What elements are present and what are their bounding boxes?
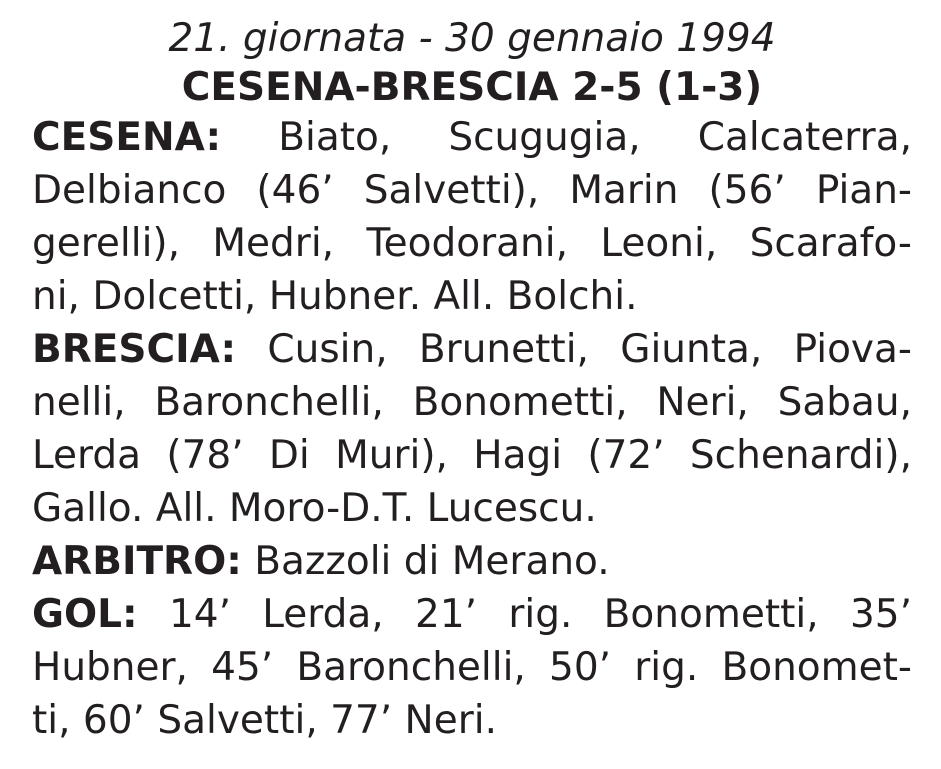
referee-line bbox=[32, 535, 912, 588]
brescia-label: BRESCIA: bbox=[32, 327, 237, 372]
cesena-lineup bbox=[32, 111, 912, 323]
cesena-line-4: ni, Dolcetti, Hubner. All. Bolchi. bbox=[32, 274, 638, 319]
goals-line-2: Hubner, 45’ Baronchelli, 50’ rig. Bonomet- bbox=[32, 645, 912, 690]
round-date-heading: 21. giornata - 30 gennaio 1994 bbox=[168, 16, 776, 61]
brescia-line-4: Gallo. All. Moro-D.T. Lucescu. bbox=[32, 486, 597, 531]
cesena-text-1: Biato, Scugugia, Calcaterra, bbox=[278, 115, 912, 160]
cesena-line-1 bbox=[32, 111, 912, 164]
goals-line-3: ti, 60’ Salvetti, 77’ Neri. bbox=[32, 698, 497, 743]
match-report bbox=[32, 14, 912, 747]
cesena-line-3: gerelli), Medri, Teodorani, Leoni, Scarafo- bbox=[32, 221, 912, 266]
goals-section bbox=[32, 588, 912, 747]
referee-label: ARBITRO: bbox=[32, 539, 242, 584]
referee-text: Bazzoli di Merano. bbox=[254, 539, 610, 584]
cesena-line-2: Delbianco (46’ Salvetti), Marin (56’ Pian- bbox=[32, 168, 912, 213]
goals-label: GOL: bbox=[32, 592, 138, 637]
match-result-heading: CESENA-BRESCIA 2-5 (1-3) bbox=[181, 65, 763, 110]
brescia-text-1: Cusin, Brunetti, Giunta, Piova- bbox=[267, 327, 912, 372]
referee-section bbox=[32, 535, 912, 588]
goals-text-1: 14’ Lerda, 21’ rig. Bonometti, 35’ bbox=[168, 592, 912, 637]
brescia-line-3: Lerda (78’ Di Muri), Hagi (72’ Schenardi), bbox=[32, 433, 912, 478]
goals-line-1 bbox=[32, 588, 912, 641]
brescia-lineup bbox=[32, 323, 912, 535]
brescia-line-1 bbox=[32, 323, 912, 376]
brescia-line-2: nelli, Baronchelli, Bonometti, Neri, Sabau, bbox=[32, 380, 912, 425]
cesena-label: CESENA: bbox=[32, 115, 222, 160]
